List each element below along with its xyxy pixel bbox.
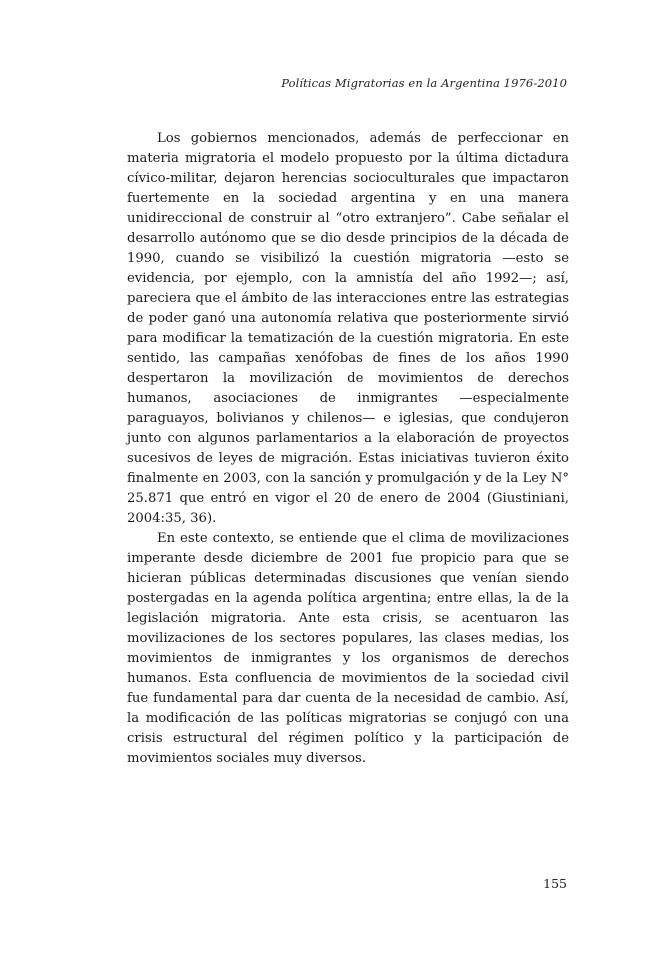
running-header: Políticas Migratorias en la Argentina 1976-2010 <box>281 76 567 90</box>
paragraph-1: Los gobiernos mencionados, además de perfeccionar en materia migratoria el modelo propuesto por la última dictadura cívico-militar, dejaron herencias socioculturales que impactaron fuertemente en la sociedad argentina y en una manera unidireccional de construir al “otro extranjero”. Cabe señalar el desarrollo autónomo que se dio desde principios de la década de 1990, cuando se visibilizó la cuestión migratoria —esto se evidencia, por ejemplo, con la amnistía del año 1992—; así, pareciera que el ámbito de las interacciones entre las estrategias de poder ganó una autonomía relativa que posteriormente sirvió para modificar la tematización de la cuestión migratoria. En este sentido, las campañas xenófobas de fines de los años 1990 despertaron la movilización de movimientos de derechos humanos, asociaciones de inmigrantes —especialmente paraguayos, bolivianos y chilenos— e iglesias, que condujeron junto con algunos parlamentarios a la elaboración de proyectos sucesivos de leyes de migración. Estas iniciativas tuvieron éxito finalmente en 2003, con la sanción y promulgación y de la Ley N° 25.871 que entró en vigor el 20 de enero de 2004 (Giustiniani, 2004:35, 36). <box>127 131 569 526</box>
page-number: 155 <box>543 876 567 891</box>
paragraph-2: En este contexto, se entiende que el clima de movilizaciones imperante desde diciembre de 2001 fue propicio para que se hicieran públicas determinadas discusiones que venían siendo postergadas en la agenda política argentina; entre ellas, la de la legislación migratoria. Ante esta crisis, se acentuaron las movilizaciones de los sectores populares, las clases medias, los movimientos de inmigrantes y los organismos de derechos humanos. Esta confluencia de movimientos de la sociedad civil fue fundamental para dar cuenta de la necesidad de cambio. Así, la modificación de las políticas migratorias se conjugó con una crisis estructural del régimen político y la participación de movimientos sociales muy diversos. <box>127 531 569 766</box>
body-text <box>127 129 569 769</box>
